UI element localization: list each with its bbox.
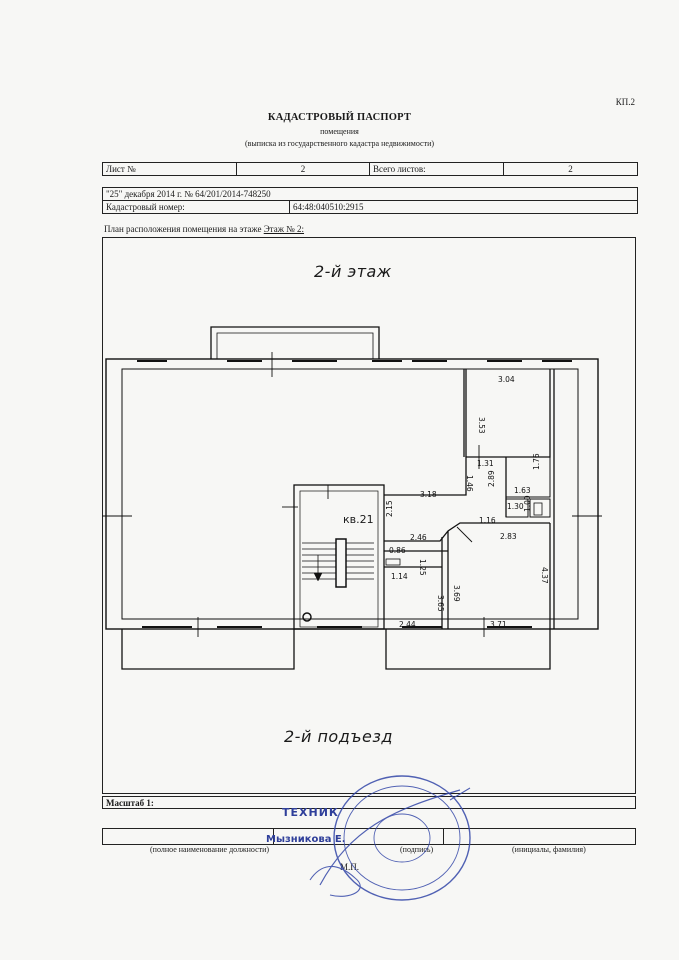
position-caption: (полное наименование должности) [150,845,270,854]
dim-label: 1.30 [507,502,524,511]
document-subtitle: помещения [320,127,359,136]
name-value: Мызникова Е. [266,834,346,845]
position-value: ТЕХНИК [282,806,339,819]
seal-stamp [300,770,490,910]
seal-caption: М.П. [340,862,360,872]
sheet-label: Лист № [106,164,136,174]
dim-label: 3.53 [477,417,486,434]
dim-label: 3.71 [490,620,507,629]
dim-label: 1.16 [479,516,496,525]
dim-label: 1.31 [477,459,494,468]
plan-caption [104,224,304,234]
cadastral-row [102,200,638,214]
dim-label: 2.89 [487,470,496,487]
total-sheets-label: Всего листов: [373,164,426,174]
dim-label: 2.15 [385,500,394,517]
plan-caption-prefix: План расположения помещения на этаже [104,224,262,234]
signature-caption: (подпись) [400,845,434,854]
dim-label: 1.46 [465,475,474,492]
scale-label: Масштаб 1: [106,798,154,808]
dim-label: 0.86 [389,546,406,555]
cadastral-value: 64:48:040510:2915 [293,202,364,212]
sheet-row [102,162,638,176]
total-sheets-value: 2 [568,164,573,174]
dim-label: 1.76 [532,453,541,470]
floor-title: 2-й этаж [314,262,392,281]
dim-label: 1.63 [514,486,531,495]
sheet-value: 2 [300,164,306,174]
cadastral-label: Кадастровый номер: [106,202,185,212]
dim-label: 3.18 [420,490,437,499]
entrance-title: 2-й подъезд [284,727,393,746]
dim-label: 1.25 [418,559,427,576]
dim-label: 3.69 [452,585,461,602]
initials-caption: (инициалы, фамилия) [512,845,586,854]
apartment-label: кв.21 [343,513,374,526]
dim-label: 1.14 [391,572,408,581]
dim-label: 2.46 [410,533,427,542]
dim-label: 3.04 [498,375,515,384]
dim-label: 4.37 [540,567,549,584]
plan-caption-floor: Этаж № 2: [263,224,305,234]
date-row [102,187,638,201]
dim-label: 2.83 [500,532,517,541]
page-code: КП.2 [615,97,635,107]
dim-label: 1.00 [523,495,532,512]
document-title: КАДАСТРОВЫЙ ПАСПОРТ [267,112,412,123]
dim-label: 3.65 [436,595,445,612]
document-subtitle-note: (выписка из государственного кадастра недвижимости) [244,139,435,148]
dim-label: 2.44 [399,620,416,629]
date-line: "25" декабря 2014 г. № 64/201/2014-748250 [106,189,271,199]
